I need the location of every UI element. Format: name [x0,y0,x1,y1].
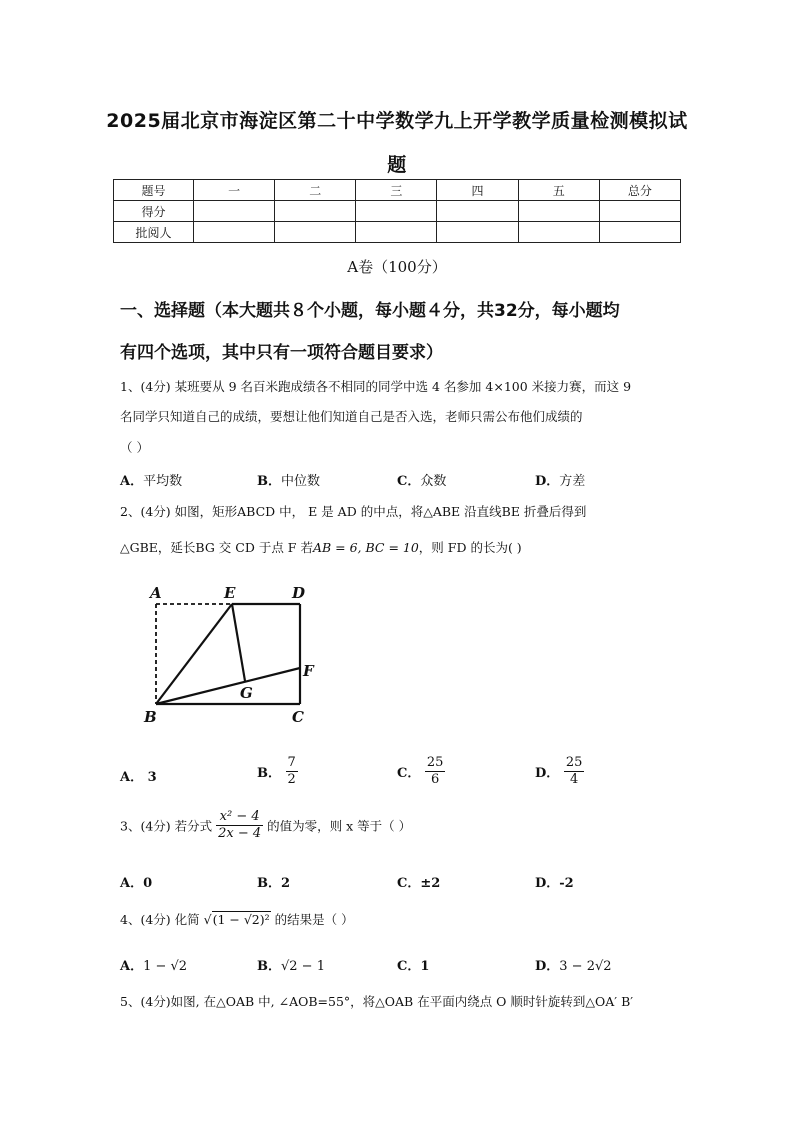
q4-radical: √(1 − √2)² [203,912,270,927]
fig-edge-bf [156,668,300,704]
q2-option-a: A． 3 [120,770,157,785]
part1-heading-line1: 一、选择题（本大题共８个小题，每小题４分，共32分，每小题均 [120,301,620,321]
score-table-cell: 一 [194,180,275,201]
q2-option-c: C． $\frac{25}{6}$ [397,755,444,787]
fig-label-b: B [144,708,157,726]
fig-label-a: A [150,584,162,602]
q2-line2: △GBE，延长BG 交 CD 于点 F 若AB = 6, BC = 10，则 FD 的长为( ) [120,540,522,555]
fig-label-g: G [240,684,253,702]
section-a-heading: A卷（100分） [347,258,447,276]
q3-option-a: A．0 [120,876,153,891]
score-table-cell [275,222,356,243]
score-table-cell: 四 [437,180,518,201]
q1-option-d: D．方差 [535,474,586,489]
score-table-cell: 三 [356,180,437,201]
score-table-cell: 批阅人 [114,222,194,243]
score-table-cell: 总分 [599,180,680,201]
score-table-cell [599,201,680,222]
q4-option-a: A．1 − √2 [120,959,188,974]
part1-heading-line2: 有四个选项，其中只有一项符合题目要求） [120,343,443,363]
score-table-cell: 得分 [114,201,194,222]
fig-label-c: C [292,708,304,726]
q1-option-c: C．众数 [397,474,447,489]
score-table-cell [437,201,518,222]
q1-line1: 1、(4分) 某班要从 9 名百米跑成绩各不相同的同学中选 4 名参加 4×100 米接力赛，而这 9 [120,379,632,394]
score-table-header-row [114,180,681,201]
q2-line1: 2、(4分) 如图，矩形ABCD 中， E 是 AD 的中点，将△ABE 沿直线BE 折叠后得到 [120,504,587,519]
q1-line3: （ ） [120,440,149,455]
q5-line1: 5、(4分)如图, 在△OAB 中, ∠AOB=55°，将△OAB 在平面内绕点 O 顺时针旋转到△OA′ B′ [120,994,634,1009]
score-table-cell [599,222,680,243]
fig-edge-eg [232,604,245,681]
q2-option-d: D． $\frac{25}{4}$ [535,755,583,787]
score-table-row [114,222,681,243]
q3-stem: 3、(4分) 若分式 $\frac{\text{x² − 4}}{2x - 4}$ 的值为零，则 x 等于（ ） [120,809,412,841]
q2-given-values: AB = 6, BC = 10 [312,540,419,555]
q3-option-c: C．±2 [397,876,441,891]
score-table-cell [194,201,275,222]
score-table-cell [518,222,599,243]
q3-option-d: D．-2 [535,876,574,891]
score-table-cell: 题号 [114,180,194,201]
score-table-cell [275,201,356,222]
score-table-cell [518,201,599,222]
score-table-cell [437,222,518,243]
score-table-cell [194,222,275,243]
score-table [113,179,681,243]
score-table-cell [356,201,437,222]
q2-rectangle-figure [140,578,320,728]
q3-option-b: B．2 [257,876,291,891]
q1-option-a: A．平均数 [120,474,183,489]
fig-label-f: F [303,662,314,680]
fig-label-d: D [292,584,306,602]
q1-option-b: B．中位数 [257,474,321,489]
score-table-row [114,201,681,222]
score-table-cell [356,222,437,243]
q1-line2: 名同学只知道自己的成绩，要想让他们知道自己是否入选，老师只需公布他们成绩的 [120,409,583,424]
score-table-cell: 二 [275,180,356,201]
q4-option-b: B．√2 − 1 [257,959,325,974]
paper-title-line2: 题 [387,154,407,176]
q2-option-b: B． $\frac{7}{2}$ [257,755,296,787]
q3-fraction: $\frac{\text{x² − 4}}{2x - 4}$ [218,809,262,841]
q4-option-d: D．3 − 2√2 [535,959,612,974]
fig-edge-be [156,604,232,704]
fig-label-e: E [224,584,236,602]
q4-stem: 4、(4分) 化简 √(1 − √2)² 的结果是（ ） [120,912,354,927]
score-table-cell: 五 [518,180,599,201]
q4-option-c: C．1 [397,959,430,974]
paper-title-line1: 2025届北京市海淀区第二十中学数学九上开学教学质量检测模拟试 [106,110,688,132]
